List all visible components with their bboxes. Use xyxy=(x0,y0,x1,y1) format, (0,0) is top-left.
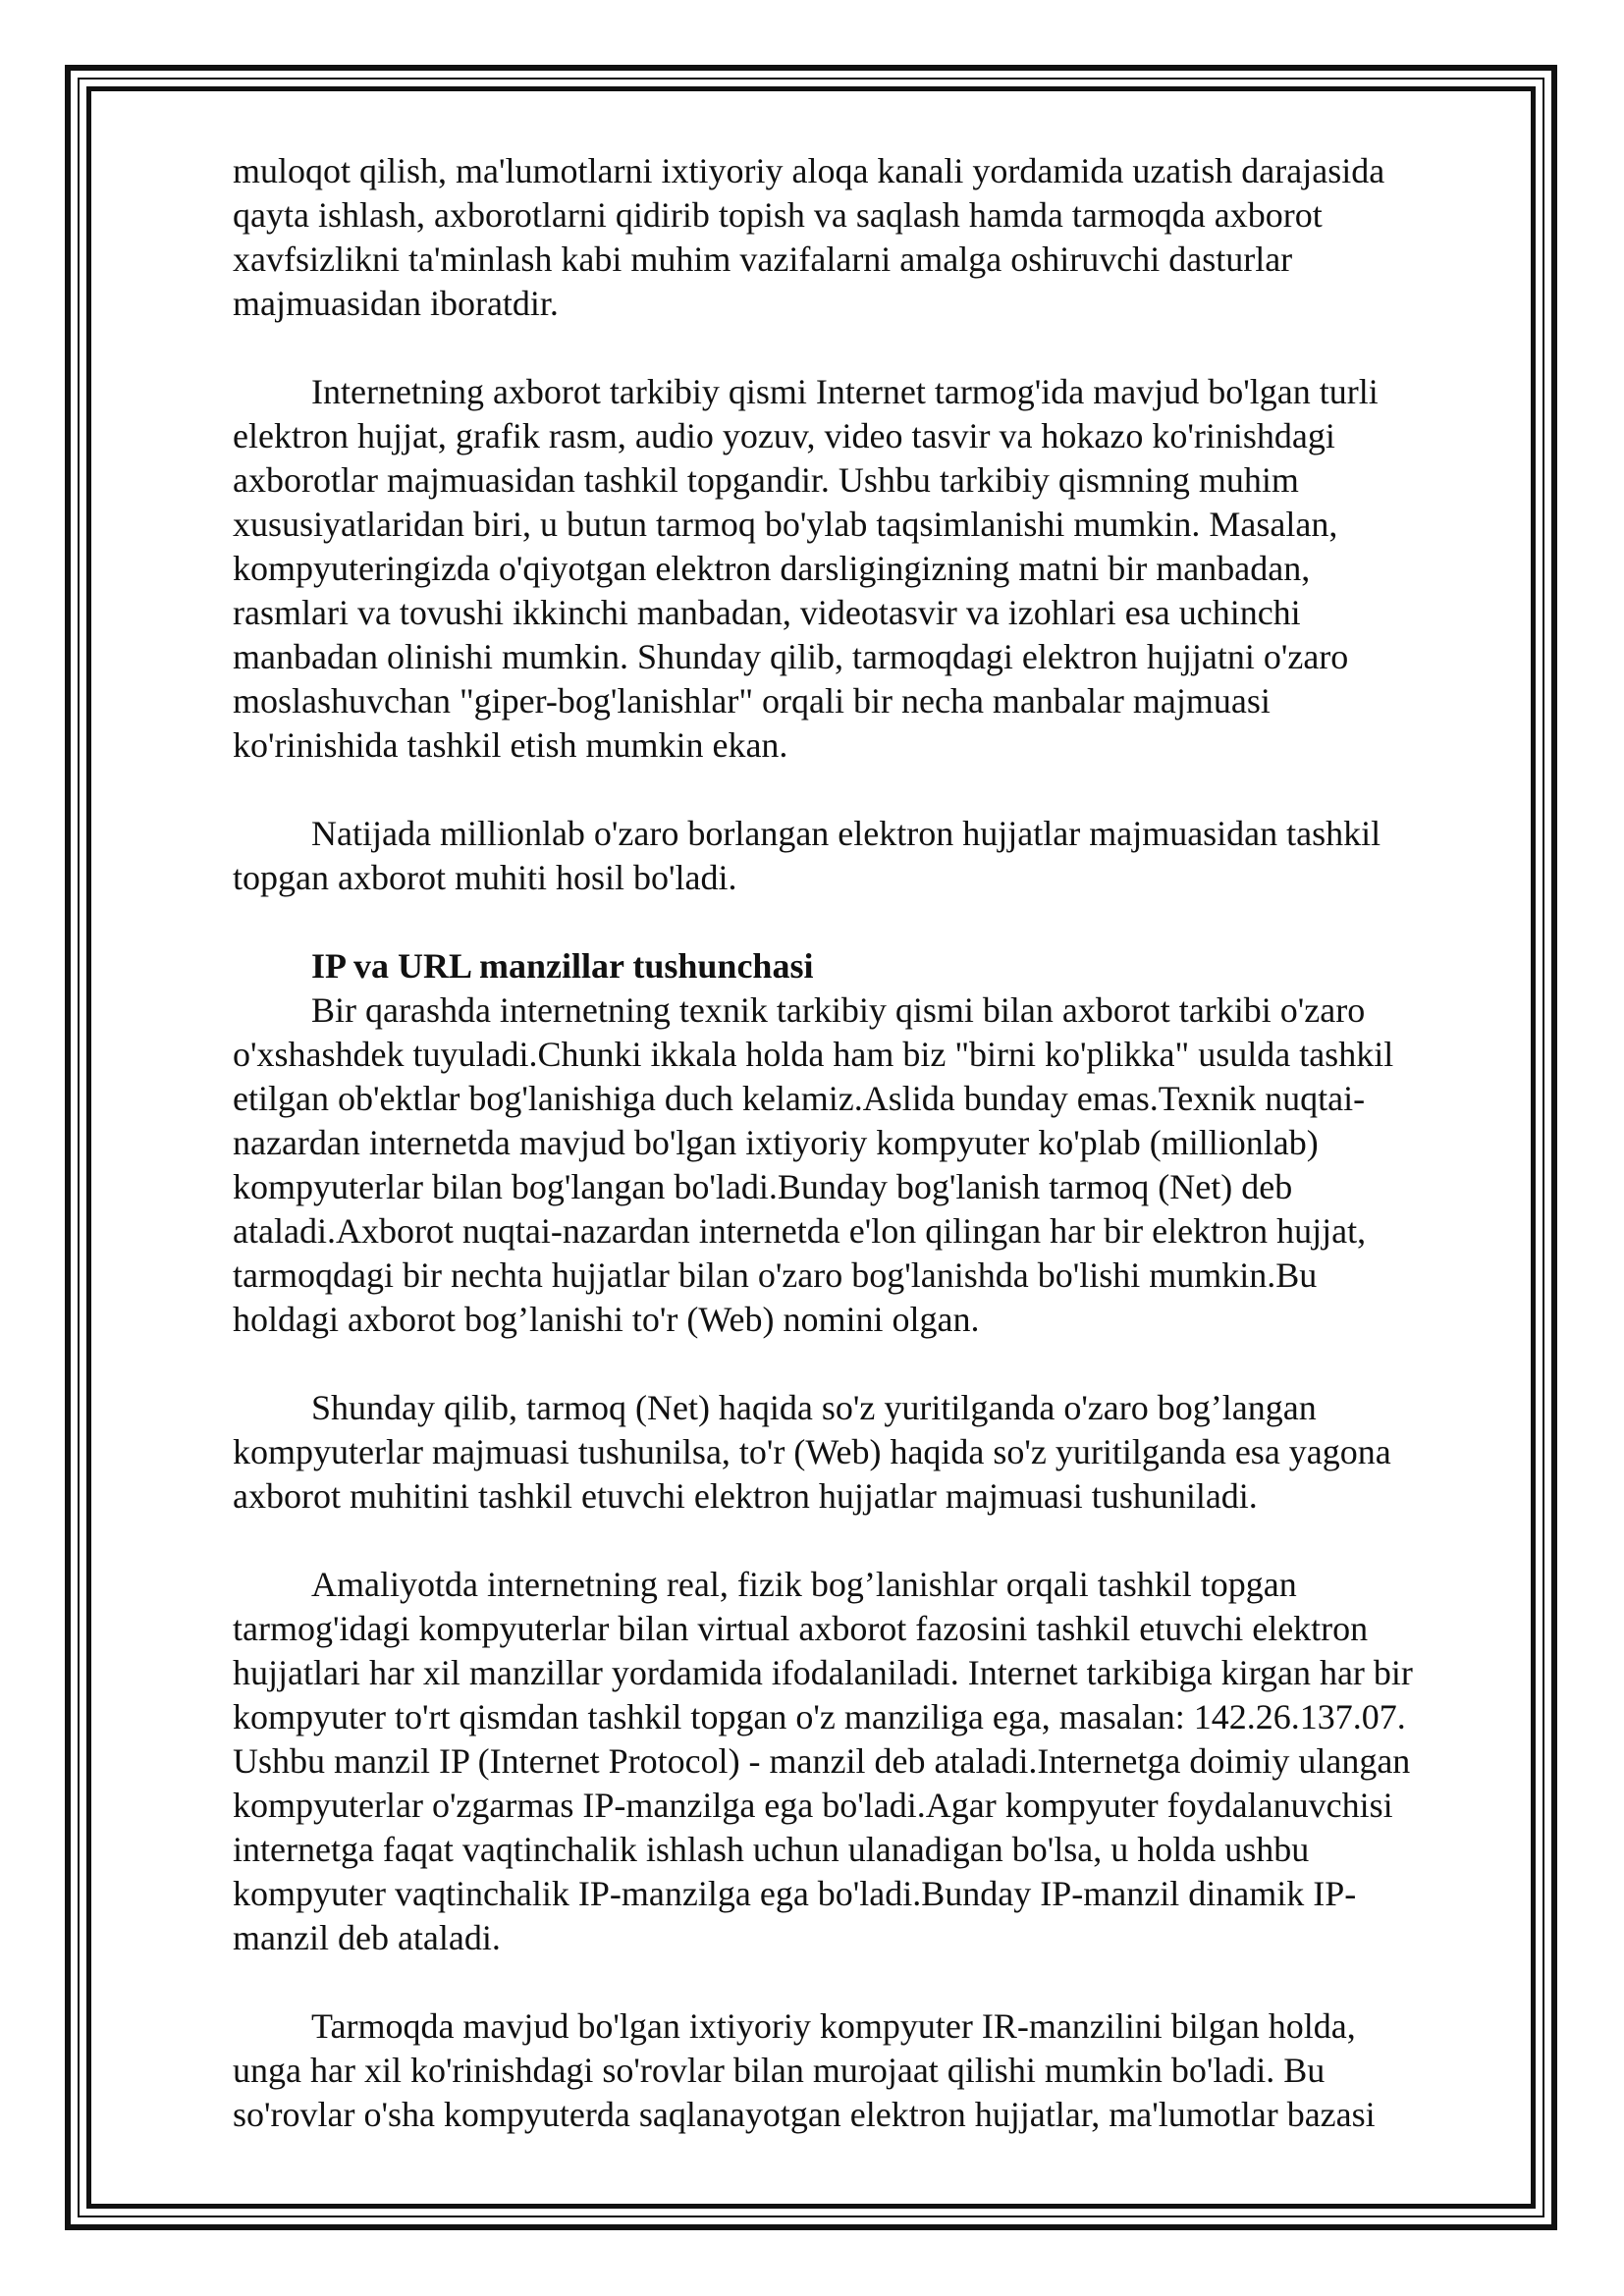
text-line: manbadan olinishi mumkin. Shunday qilib, tarmoqdagi elektron hujjatni o'zaro xyxy=(233,637,1349,676)
text-line: Natijada millionlab o'zaro borlangan elektron hujjatlar majmuasidan tashkil xyxy=(311,814,1381,853)
text-line: hujjatlari har xil manzillar yordamida ifodalaniladi. Internet tarkibiga kirgan har bir xyxy=(233,1653,1413,1692)
paragraph-spacer xyxy=(233,768,1509,812)
text-line: o'xshashdek tuyuladi.Chunki ikkala holda ham biz "birni ko'plikka" usulda tashkil xyxy=(233,1035,1394,1074)
text-line: axborot muhitini tashkil etuvchi elektron hujjatlar majmuasi tushuniladi. xyxy=(233,1476,1258,1516)
text-line: ataladi.Axborot nuqtai-nazardan internetda e'lon qilingan har bir elektron hujjat, xyxy=(233,1211,1367,1251)
text-line: ko'rinishida tashkil etish mumkin ekan. xyxy=(233,725,788,765)
text-line: Amaliyotda internetning real, fizik bog’lanishlar orqali tashkil topgan xyxy=(311,1565,1297,1604)
paragraph-spacer xyxy=(233,1342,1509,1386)
text-line: nazardan internetda mavjud bo'lgan ixtiyoriy kompyuter ko'plab (millionlab) xyxy=(233,1123,1319,1162)
text-line: Tarmoqda mavjud bo'lgan ixtiyoriy kompyuter IR-manzilini bilgan holda, xyxy=(311,2006,1356,2046)
text-line: muloqot qilish, ma'lumotlarni ixtiyoriy aloqa kanali yordamida uzatish darajasida xyxy=(233,151,1385,190)
paragraph-3 xyxy=(233,812,1509,900)
text-line: majmuasidan iboratdir. xyxy=(233,284,559,323)
text-line: holdagi axborot bog’lanishi to'r (Web) nomini olgan. xyxy=(233,1300,980,1339)
text-line: elektron hujjat, grafik rasm, audio yozuv, video tasvir va hokazo ko'rinishdagi xyxy=(233,416,1335,455)
paragraph-6 xyxy=(233,1563,1509,1960)
text-line: so'rovlar o'sha kompyuterda saqlanayotgan elektron hujjatlar, ma'lumotlar bazasi xyxy=(233,2095,1376,2134)
text-line: kompyuterlar o'zgarmas IP-manzilga ega bo'ladi.Agar kompyuter foydalanuvchisi xyxy=(233,1786,1393,1825)
text-line: rasmlari va tovushi ikkinchi manbadan, videotasvir va izohlari esa uchinchi xyxy=(233,593,1301,632)
text-line: kompyuter vaqtinchalik IP-manzilga ega bo'ladi.Bunday IP-manzil dinamik IP- xyxy=(233,1874,1357,1913)
text-line: manzil deb ataladi. xyxy=(233,1918,501,1957)
text-line: tarmoqdagi bir nechta hujjatlar bilan o'zaro bog'lanishda bo'lishi mumkin.Bu xyxy=(233,1255,1318,1295)
text-line: Shunday qilib, tarmoq (Net) haqida so'z yuritilganda o'zaro bog’langan xyxy=(311,1388,1317,1427)
text-line: etilgan ob'ektlar bog'lanishiga duch kelamiz.Aslida bunday emas.Texnik nuqtai- xyxy=(233,1079,1366,1118)
section-heading: IP va URL manzillar tushunchasi xyxy=(311,946,814,986)
paragraph-spacer xyxy=(233,900,1509,944)
text-line: Internetning axborot tarkibiy qismi Internet tarmog'ida mavjud bo'lgan turli xyxy=(311,372,1379,411)
paragraph-spacer xyxy=(233,326,1509,370)
document-body xyxy=(233,149,1509,2137)
text-line: kompyuteringizda o'qiyotgan elektron darsligingizning matni bir manbadan, xyxy=(233,549,1311,588)
text-line: axborotlar majmuasidan tashkil topgandir. Ushbu tarkibiy qismning muhim xyxy=(233,460,1299,500)
paragraph-spacer xyxy=(233,1519,1509,1563)
paragraph-5 xyxy=(233,1386,1509,1519)
text-line: internetga faqat vaqtinchalik ishlash uchun ulanadigan bo'lsa, u holda ushbu xyxy=(233,1830,1310,1869)
paragraph-2 xyxy=(233,370,1509,768)
text-line: kompyuterlar majmuasi tushunilsa, to'r (Web) haqida so'z yuritilganda esa yagona xyxy=(233,1432,1391,1471)
paragraph-4 xyxy=(233,988,1509,1342)
text-line: kompyuter to'rt qismdan tashkil topgan o'z manziliga ega, masalan: 142.26.137.07. xyxy=(233,1697,1406,1736)
text-line: tarmog'idagi kompyuterlar bilan virtual axborot fazosini tashkil etuvchi elektron xyxy=(233,1609,1369,1648)
text-line: unga har xil ko'rinishdagi so'rovlar bilan murojaat qilishi mumkin bo'ladi. Bu xyxy=(233,2051,1326,2090)
text-line: qayta ishlash, axborotlarni qidirib topish va saqlash hamda tarmoqda axborot xyxy=(233,195,1323,235)
text-line: topgan axborot muhiti hosil bo'ladi. xyxy=(233,858,737,897)
text-line: xavfsizlikni ta'minlash kabi muhim vazifalarni amalga oshiruvchi dasturlar xyxy=(233,240,1293,279)
text-line: xususiyatlaridan biri, u butun tarmoq bo'ylab taqsimlanishi mumkin. Masalan, xyxy=(233,505,1338,544)
paragraph-1 xyxy=(233,149,1509,326)
paragraph-spacer xyxy=(233,1960,1509,2004)
paragraph-7 xyxy=(233,2004,1509,2137)
text-line: moslashuvchan "giper-bog'lanishlar" orqali bir necha manbalar majmuasi xyxy=(233,681,1271,721)
text-line: Bir qarashda internetning texnik tarkibiy qismi bilan axborot tarkibi o'zaro xyxy=(311,990,1366,1030)
text-line: kompyuterlar bilan bog'langan bo'ladi.Bunday bog'lanish tarmoq (Net) deb xyxy=(233,1167,1293,1206)
text-line: Ushbu manzil IP (Internet Protocol) - manzil deb ataladi.Internetga doimiy ulangan xyxy=(233,1741,1411,1781)
